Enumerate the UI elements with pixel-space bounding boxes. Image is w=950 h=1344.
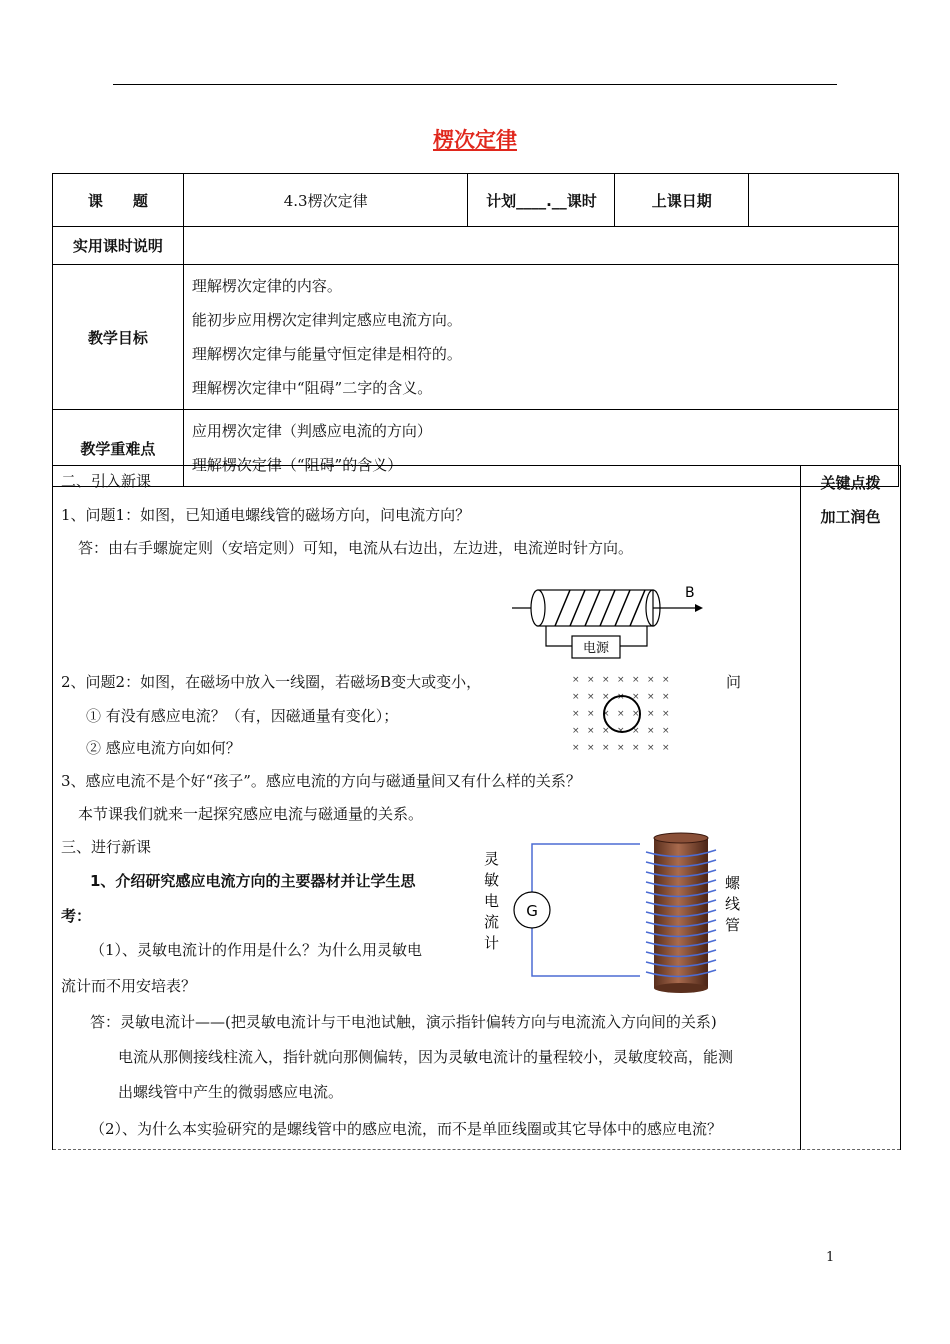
goals-cell <box>183 265 898 410</box>
field-cross-mark: × <box>647 692 655 702</box>
lesson-info-table <box>52 173 899 487</box>
sub-question-1: （1）、灵敏电流计的作用是什么？为什么用灵敏电 <box>90 941 423 959</box>
field-cross-mark: × <box>572 675 580 685</box>
question-3: 3、感应电流不是个好“孩子”。感应电流的方向与磁通量间又有什么样的关系？ <box>61 772 581 790</box>
galvanometer-solenoid-figure <box>480 830 740 998</box>
goal-item: 能初步应用楞次定律判定感应电流方向。 <box>191 311 462 329</box>
field-cross-mark: × <box>572 743 580 753</box>
field-cross-mark: × <box>617 692 625 702</box>
magnetic-field-coil-figure <box>566 672 676 756</box>
key-point-item: 应用楞次定律（判感应电流的方向） <box>191 422 432 440</box>
class-date-value <box>749 174 899 227</box>
sub-question-1-cont: 流计而不用安培表？ <box>61 977 197 995</box>
meter-label-char: 电 <box>484 892 500 910</box>
question-2-tail: 问 <box>726 673 742 691</box>
field-cross-mark: × <box>662 743 670 753</box>
meter-label-char: 计 <box>484 934 500 952</box>
field-cross-mark: × <box>572 726 580 736</box>
key-points-label: 教学重难点 <box>53 410 184 487</box>
side-note-polish: 加工润色 <box>820 508 881 526</box>
field-cross-mark: × <box>632 743 640 753</box>
field-cross-mark: × <box>602 743 610 753</box>
field-cross-mark: × <box>632 726 640 736</box>
field-cross-mark: × <box>632 675 640 685</box>
meter-label-char: 流 <box>484 913 500 931</box>
page-number: 1 <box>826 1250 835 1265</box>
page-title: 楞次定律 <box>433 128 517 152</box>
coil-label-char: 线 <box>725 895 740 913</box>
question-2-part-2: ② 感应电流方向如何？ <box>86 739 241 757</box>
key-point-item: 理解楞次定律（“阻碍”的含义） <box>191 456 403 474</box>
meter-label-char: 敏 <box>484 871 500 889</box>
question-1: 1、问题1：如图，已知通电螺线管的磁场方向，问电流方向？ <box>61 506 471 524</box>
field-cross-mark: × <box>662 709 670 719</box>
field-cross-mark: × <box>647 709 655 719</box>
field-cross-mark: × <box>662 726 670 736</box>
field-cross-mark: × <box>602 692 610 702</box>
field-cross-mark: × <box>647 743 655 753</box>
field-cross-mark: × <box>662 675 670 685</box>
hours-note-label: 实用课时说明 <box>53 227 184 265</box>
meter-label-char: 灵 <box>484 850 500 868</box>
intro-sentence: 本节课我们就来一起探究感应电流与磁通量的关系。 <box>78 805 424 823</box>
topic-1-heading: 1、介绍研究感应电流方向的主要器材并让学生思 <box>90 872 416 890</box>
body-bottom-rule <box>53 1149 900 1150</box>
answer-1: 答：由右手螺旋定则（安培定则）可知，电流从右边出，左边进，电流逆时针方向。 <box>78 539 634 557</box>
field-cross-mark: × <box>587 726 595 736</box>
field-cross-mark: × <box>617 709 625 719</box>
field-cross-mark: × <box>572 709 580 719</box>
sub-question-2: （2）、为什么本实验研究的是螺线管中的感应电流，而不是单匝线圈或其它导体中的感应电流？ <box>90 1120 723 1138</box>
b-field-label: B <box>685 585 695 601</box>
field-cross-mark: × <box>602 726 610 736</box>
topic-1-heading-cont: 考： <box>61 907 92 925</box>
goal-item: 理解楞次定律的内容。 <box>191 277 342 295</box>
field-cross-mark: × <box>587 675 595 685</box>
field-cross-mark: × <box>602 709 610 719</box>
field-cross-mark: × <box>572 692 580 702</box>
galvanometer-label: G <box>526 902 538 920</box>
field-cross-mark: × <box>587 709 595 719</box>
solenoid-figure <box>510 580 710 672</box>
class-date-label: 上课日期 <box>615 174 749 227</box>
field-cross-mark: × <box>632 692 640 702</box>
field-cross-mark: × <box>617 675 625 685</box>
field-cross-mark: × <box>647 675 655 685</box>
plan-hours-label: 计划____.__课时 <box>468 174 615 227</box>
field-cross-mark: × <box>587 743 595 753</box>
field-cross-mark: × <box>587 692 595 702</box>
subject-value: 4.3楞次定律 <box>183 174 468 227</box>
question-2-part-1: ① 有没有感应电流？（有，因磁通量有变化）； <box>86 707 399 725</box>
section-new-heading: 三、进行新课 <box>61 838 152 856</box>
header-rule <box>113 84 837 85</box>
side-notes-column <box>800 466 900 1150</box>
galvanometer-answer-end: 出螺线管中产生的微弱感应电流。 <box>118 1083 344 1101</box>
field-cross-mark: × <box>602 675 610 685</box>
power-source-label: 电源 <box>582 641 610 656</box>
field-cross-mark: × <box>632 709 640 719</box>
subject-label: 课 题 <box>53 174 184 227</box>
goal-item: 理解楞次定律中“阻碍”二字的含义。 <box>191 379 433 397</box>
side-note-key: 关键点拨 <box>820 474 881 492</box>
field-cross-mark: × <box>617 743 625 753</box>
question-2: 2、问题2：如图，在磁场中放入一线圈，若磁场B变大或变小， <box>61 673 482 691</box>
field-cross-mark: × <box>662 692 670 702</box>
hours-note-value <box>183 227 898 265</box>
section-intro-heading: 二、引入新课 <box>61 472 152 490</box>
galvanometer-answer-cont: 电流从那侧接线柱流入，指针就向那侧偏转，因为灵敏电流计的量程较小，灵敏度较高，能测 <box>118 1048 734 1066</box>
galvanometer-answer: 答：灵敏电流计——(把灵敏电流计与干电池试触，演示指针偏转方向与电流流入方向间的关系) <box>90 1013 717 1031</box>
field-cross-mark: × <box>647 726 655 736</box>
field-cross-mark: × <box>617 726 625 736</box>
coil-label-char: 管 <box>725 916 740 934</box>
goal-item: 理解楞次定律与能量守恒定律是相符的。 <box>191 345 462 363</box>
goals-label: 教学目标 <box>53 265 184 410</box>
coil-label-char: 螺 <box>725 874 740 892</box>
